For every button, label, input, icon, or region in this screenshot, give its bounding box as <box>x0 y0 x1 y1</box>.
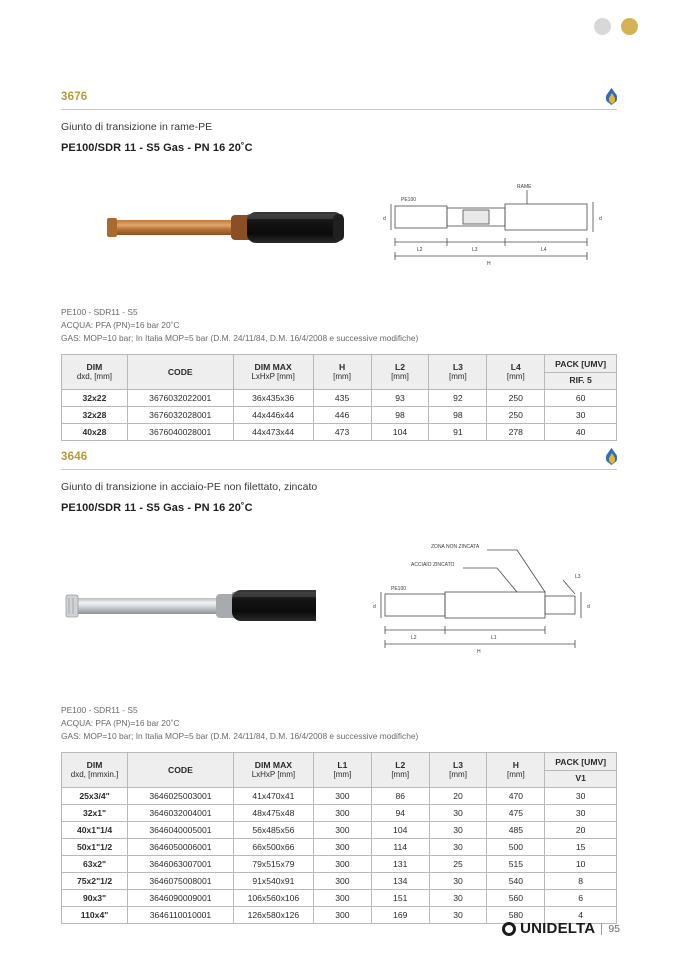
table-row: 50x1"1/2 3646050006001 66x500x66 300 114 30 500 15 <box>62 839 617 856</box>
product-code: 3676 <box>61 90 88 103</box>
gold-dot-icon <box>621 18 638 35</box>
note-line: PE100 - SDR11 - S5 <box>61 307 138 317</box>
table-row: 40x28 3676040028001 44x473x44 473 104 91 278 40 <box>62 424 617 441</box>
table-row: 40x1"1/4 3646040005001 56x485x56 300 104 30 485 20 <box>62 822 617 839</box>
th-l2: L2 [mm] <box>371 753 429 788</box>
logo-mark-icon <box>502 922 516 936</box>
product-code: 3646 <box>61 450 88 463</box>
note-line: ACQUA: PFA (PN)=16 bar 20˚C <box>61 718 180 729</box>
grey-dot-icon <box>594 18 611 35</box>
th-l1: L1 [mm] <box>313 753 371 788</box>
drawing-label-rame: RAME <box>517 184 532 190</box>
table-row: 75x2"1/2 3646075008001 91x540x91 300 134 30 540 8 <box>62 873 617 890</box>
gas-flame-icon <box>606 448 617 465</box>
product-media <box>61 536 617 696</box>
drawing-label-d2: d <box>587 604 590 610</box>
technical-drawing <box>367 536 617 666</box>
note-line: ACQUA: PFA (PN)=16 bar 20˚C <box>61 320 180 331</box>
table-row: 110x4" 3646110010001 126x580x126 300 169 30 580 4 <box>62 907 617 924</box>
page-number: 95 <box>601 923 620 935</box>
drawing-label-h: H <box>477 649 481 655</box>
drawing-label-l3: L3 <box>575 574 581 580</box>
drawing-label-l3: L3 <box>472 247 478 253</box>
table-header-row <box>62 355 617 390</box>
drawing-label-zona: ZONA NON ZINCATA <box>431 544 480 550</box>
technical-drawing <box>377 168 617 288</box>
drawing-label-acciaio: ACCIAIO ZINCATO <box>411 562 455 568</box>
th-l3: L3 [mm] <box>429 355 487 390</box>
spec-table-3676 <box>61 354 617 441</box>
drawing-label-d1: d <box>373 604 376 610</box>
table-header-row <box>62 753 617 788</box>
th-l3: L3 [mm] <box>429 753 487 788</box>
drawing-label-pe100: PE100 <box>391 586 407 592</box>
drawing-label-l2: L2 <box>417 247 423 253</box>
brand-block <box>502 920 620 937</box>
product-notes <box>61 306 617 345</box>
note-line: PE100 - SDR11 - S5 <box>61 705 138 715</box>
th-code: CODE <box>127 355 233 390</box>
th-l2: L2 [mm] <box>371 355 429 390</box>
th-h: H [mm] <box>313 355 371 390</box>
note-line: GAS: MOP=10 bar; In Italia MOP=5 bar (D.M. 24/11/84, D.M. 16/4/2008 e successive modifiche) <box>61 731 419 742</box>
table-row: 32x1" 3646032004001 48x475x48 300 94 30 475 30 <box>62 805 617 822</box>
brand-name: UNIDELTA <box>520 920 596 937</box>
spec-table-3646 <box>61 752 617 924</box>
th-code: CODE <box>128 753 234 788</box>
product-section-3646 <box>61 448 617 924</box>
gas-flame-icon <box>606 88 617 105</box>
product-section-3676 <box>61 88 617 441</box>
product-photo <box>16 546 316 666</box>
section-header <box>61 88 617 110</box>
page-marker-icons <box>594 18 638 35</box>
table-row: 32x22 3676032022001 36x435x36 435 93 92 250 60 <box>62 390 617 407</box>
table-row: 25x3/4" 3646025003001 41x470x41 300 86 20 470 30 <box>62 788 617 805</box>
product-media <box>61 168 617 298</box>
table-row: 32x28 3676032028001 44x446x44 446 98 98 250 30 <box>62 407 617 424</box>
drawing-label-l4: L4 <box>541 247 547 253</box>
th-l4: L4 [mm] <box>487 355 545 390</box>
table-row: 63x2" 3646063007001 79x515x79 300 131 25 515 10 <box>62 856 617 873</box>
table-row: 90x3" 3646090009001 106x560x106 300 151 30 560 6 <box>62 890 617 907</box>
unidelta-logo <box>502 920 595 937</box>
th-dim-max: DIM MAX LxHxP [mm] <box>233 753 313 788</box>
product-title: PE100/SDR 11 - S5 Gas - PN 16 20˚C <box>61 142 253 154</box>
product-description: Giunto di transizione in rame-PE <box>61 121 213 133</box>
drawing-label-pe100: PE100 <box>401 197 417 203</box>
th-dim: DIM dxd, [mmxin.] <box>62 753 128 788</box>
drawing-label-l1: L1 <box>491 635 497 641</box>
th-dim-max: DIM MAX LxHxP [mm] <box>233 355 313 390</box>
drawing-label-h: H <box>487 261 491 267</box>
th-pack: PACK [UMV] RIF. 5 <box>545 355 617 390</box>
note-line: GAS: MOP=10 bar; In Italia MOP=5 bar (D.M. 24/11/84, D.M. 16/4/2008 e successive modifiche) <box>61 333 419 344</box>
product-description: Giunto di transizione in acciaio-PE non filettato, zincato <box>61 481 318 493</box>
th-dim: DIM dxd, [mm] <box>62 355 128 390</box>
product-notes <box>61 704 617 743</box>
drawing-label-d1: d <box>383 216 386 222</box>
th-pack: PACK [UMV] V1 <box>545 753 617 788</box>
product-title: PE100/SDR 11 - S5 Gas - PN 16 20˚C <box>61 502 253 514</box>
section-header <box>61 448 617 470</box>
drawing-label-d2: d <box>599 216 602 222</box>
product-photo <box>71 168 351 288</box>
th-h: H [mm] <box>487 753 545 788</box>
drawing-label-l2: L2 <box>411 635 417 641</box>
